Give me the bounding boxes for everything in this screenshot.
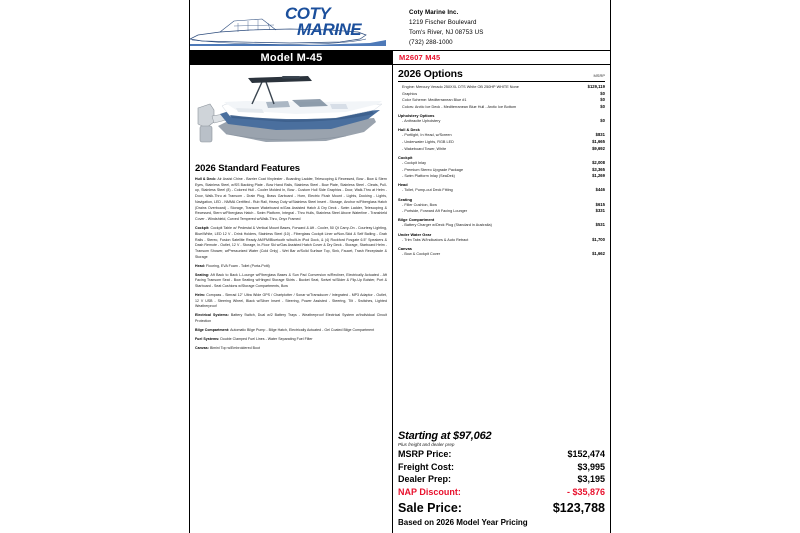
- model-code-bar: [393, 50, 610, 65]
- pricing-summary: [398, 430, 605, 533]
- price-row: [398, 461, 605, 474]
- option-price: $531: [595, 222, 605, 228]
- option-row: [398, 139, 605, 146]
- option-price: $1,700: [592, 236, 605, 242]
- option-label: - Trim Tabs W/Indicators & Auto Retract: [402, 237, 469, 242]
- option-price: $831: [595, 132, 605, 138]
- feature-section-label: Hull & Deck:: [195, 177, 217, 181]
- price-value: $152,474: [567, 448, 605, 459]
- option-label: - Portside, Forward Aft Facing Lounger: [402, 209, 468, 214]
- price-row: [398, 499, 605, 517]
- option-price: $129,119: [587, 84, 605, 89]
- title-bar-row: [190, 50, 610, 65]
- option-row: [398, 173, 605, 180]
- feature-section-label: Electrical Systems:: [195, 313, 229, 318]
- option-label: Engine: Mercury Verado 250XXL DTS White OB 250HP WHITE None: [402, 85, 519, 89]
- option-label: - Cockpit Inlay: [402, 160, 427, 165]
- option-price: $0: [600, 104, 605, 110]
- option-label: - Premium Stereo Upgrade Package: [402, 167, 464, 172]
- feature-section-text: Aft Back to Back L-Lounge w/Fiberglass Bases & Sun Pad Conversion w/Recliner, Electrically Actuated - Aft Facing Transom Seat - Bow Seating w/Hinged Storage Skirts - Bucket Seat, Swivel w/Slider & Flip-Up Bolster, Port & Starboard - Seat Cushions w/Storage Compartments, Bow: [195, 272, 387, 289]
- coty-marine-logo-icon: [190, 0, 393, 49]
- svg-text:COTY: COTY: [285, 4, 331, 23]
- price-row: [398, 448, 605, 461]
- feature-section-label: Head:: [195, 263, 205, 268]
- option-label: - Portlight, In Head, w/Screen: [402, 133, 452, 138]
- feature-section-text: Cockpit Table w/ Pedestal & Vertical Mount Bases, Forward & Aft - Cooler, 50 Qt Carry-On - Courtesy Lighting, Blue/White, LED 12 V - Drink Holders, Stainless Steel (10) - Fiberglass Cockpit Liner w/Non-Skid & Self Bailing - Grab Rails - Stereo, Fusion Satellite Ready AM/FM/Bluetooth w/built-in iPod Dock, & (4) Rockford Fosgate 6.5" Speakers & Dash Remote - Outlet, 12 V - Storage, In-Floor Ski w/Gas Assisted Hatch Cover & Dry Deck - Storage, Starboard Helm - Transom Shower, w/Pressurized Water (Cold Only) - Wet Bar w/Solid Surface Top, Sink, Faucet, Trash Receptacle & Storage: [195, 226, 387, 259]
- option-row: [398, 160, 605, 167]
- option-row: [398, 132, 605, 139]
- msrp-column-label: MSRP: [593, 73, 605, 78]
- option-label: Graphics: [402, 91, 418, 96]
- options-heading: 2026 Options: [398, 68, 463, 80]
- options-and-pricing-column: [393, 65, 610, 533]
- option-row: [398, 84, 605, 91]
- feature-section-text: Double Clamped Fuel Lines - Water Separating Fuel Filter: [219, 336, 313, 341]
- model-code: M2607 M45: [399, 53, 441, 62]
- option-label: - Swim Platform Inlay (SeaDek): [402, 174, 455, 179]
- option-row: [398, 237, 605, 244]
- option-price: $9,692: [592, 145, 605, 151]
- feature-section: [195, 264, 387, 270]
- feature-section: [195, 328, 387, 334]
- price-rows: [398, 448, 605, 517]
- option-group-heading: Head: [398, 182, 408, 188]
- option-price: $2,008: [592, 159, 605, 165]
- option-row: [398, 187, 605, 194]
- feature-section: [195, 313, 387, 324]
- feature-section: [195, 346, 387, 352]
- price-row: [398, 473, 605, 486]
- option-row: [398, 202, 605, 209]
- options-header: [398, 68, 605, 82]
- price-value: $3,195: [577, 474, 605, 485]
- dealer-name: Coty Marine Inc.: [409, 9, 459, 16]
- feature-section-label: Cockpit:: [195, 226, 210, 231]
- feature-section-label: Helm:: [195, 292, 205, 297]
- dealer-logo: [190, 0, 393, 50]
- standard-features-heading: 2026 Standard Features: [195, 163, 300, 174]
- price-label: MSRP Price:: [398, 448, 452, 459]
- option-row: [398, 118, 605, 125]
- spec-sheet-page: [189, 0, 611, 533]
- price-label: Freight Cost:: [398, 461, 454, 472]
- price-value: $123,788: [552, 500, 605, 515]
- option-row: [398, 222, 605, 229]
- option-label: - Wakeboard Tower, White: [402, 146, 447, 151]
- option-price: $1,662: [592, 250, 605, 256]
- option-label: - Filler Cushion, Bow: [402, 202, 438, 207]
- feature-section-text: Automatic Bilge Pump - Bilge Hatch, Electrically Actuated - Gel Coated Bilge Compartment: [229, 328, 375, 333]
- option-price: $1,665: [592, 139, 605, 145]
- option-group-heading: Canvas: [398, 245, 412, 251]
- price-label: NAP Discount:: [398, 487, 461, 498]
- content-columns: [190, 65, 610, 533]
- option-group-heading: Hull & Deck: [398, 127, 420, 133]
- price-label: Dealer Prep:: [398, 474, 452, 485]
- option-label: Colors: Arctic Ice Deck - Mediterranean Blue Hull - Arctic Ice Bottom: [402, 105, 517, 110]
- option-group-heading: Under Water Gear: [398, 231, 432, 237]
- option-group-heading: Upholstery Options: [398, 113, 435, 119]
- option-price: $331: [595, 208, 605, 214]
- feature-section-text: Battery Switch, Dual w/2 Battery Trays - Weatherproof Electrical System w/Individual Circuit Protection: [195, 313, 387, 324]
- option-row: [398, 208, 605, 215]
- option-label: - Anthracite Upholstery: [402, 119, 441, 124]
- option-label: - Battery Charger w/Deck Plug (Standard in Australia): [402, 223, 492, 228]
- plus-freight-note: Plus freight and dealer prep: [398, 441, 455, 447]
- option-row: [398, 97, 605, 104]
- option-label: Color Scheme: Mediterranean Blue #1: [402, 98, 467, 103]
- model-title: Model M-45: [190, 50, 393, 65]
- starting-price: Starting at $97,062: [398, 429, 492, 442]
- price-value: - $35,876: [566, 487, 605, 498]
- price-row: [398, 486, 605, 499]
- dealer-phone: (732) 288-1000: [409, 39, 453, 47]
- dealer-address: 1219 Fischer Boulevard: [409, 19, 477, 27]
- feature-section-label: Canvas:: [195, 345, 209, 350]
- option-row: [398, 146, 605, 153]
- feature-section: [195, 293, 387, 310]
- price-label: Sale Price:: [398, 500, 462, 515]
- option-label: - Underwater Lights, RGB LED: [402, 140, 454, 145]
- option-row: [398, 167, 605, 174]
- option-label: - Bow & Cockpit Cover: [402, 251, 441, 256]
- feature-section: [195, 177, 387, 223]
- option-price: $0: [600, 97, 605, 103]
- option-row: [398, 104, 605, 111]
- price-value: $3,995: [577, 461, 605, 472]
- based-on-note: Based on 2026 Model Year Pricing: [398, 518, 528, 527]
- option-group-heading: Seating: [398, 196, 413, 202]
- option-price: $0: [600, 90, 605, 96]
- boat-illustration-icon: [196, 70, 386, 160]
- standard-features-list: [195, 177, 387, 355]
- option-label: - Toilet, Pump-out Deck Fitting: [402, 188, 453, 193]
- option-price: $0: [600, 118, 605, 124]
- feature-section-text: Bimini Top w/Embroidered Boot: [208, 345, 260, 350]
- feature-section-label: Bilge Compartment:: [195, 328, 230, 333]
- feature-section-text: Air Assist Chine - Barrier Coat Vinylester - Boarding Ladder, Telescoping & Recessed, Bow - Bow & Stern Eyes, Stainless Steel, w/SS Backing Plate - Bow Hand Rails, Stainless Steel - Bow Plate, Stainless Steel - Cleats, Pull-up, Stainless Steel (8) - Colored Hull - Cooler Molded In, Bow - Custom Hull Side Graphics - Door, Walk-Thru at Helm - Door, Walk-Thru at Transom - Drain Plug, Brass Garboard - Horn, Electric Flush Mount - Lights, Docking - Lights, Navigation, LED - NMMA Certified - Rub Rail, Heavy Duty w/Stainless Steel Insert - Storage, Anchor w/Fiberglass Hatch (Drains Overboard) - Storage, Transom Wakeboard w/Gas Assisted Hatch & Dry Deck - Swim Ladder, Telescoping & Recessed, Stern w/Fiberglass Hatch - Swim Platform, Integral - Thru Hulls, Stainless Steel Above Waterline - Transhield Cover - Windshield, Curved Tempered w/Walk-Thru, Onyx Framed: [195, 177, 387, 222]
- standard-features-column: [190, 65, 393, 533]
- page-header: [190, 0, 610, 50]
- feature-section: [195, 226, 387, 260]
- feature-section: [195, 337, 387, 343]
- option-row: [398, 91, 605, 98]
- options-list: [398, 84, 605, 430]
- boat-profile-image: [195, 69, 387, 161]
- option-price: $3,365: [592, 166, 605, 172]
- svg-text:MARINE: MARINE: [297, 20, 362, 39]
- feature-section: [195, 273, 387, 290]
- feature-section-text: Compass - Simrad 12" Ultra Wide GPS / Chartplotter / Sonar w/Transducer / Integrated - MP3 Adaptor - Outlet, 12 V USB - Steering Wheel, Black w/Silver Insert - Steering, Power Assisted - Steering, Tilt - Switches, Lighted Weatherproof: [195, 292, 387, 309]
- option-price: $446: [595, 187, 605, 193]
- dealer-city-state: Tom's River, NJ 08753 US: [409, 29, 484, 37]
- option-row: [398, 251, 605, 258]
- option-price: $1,269: [592, 173, 605, 179]
- feature-section-label: Seating:: [195, 272, 210, 277]
- option-group-heading: Bilge Compartment: [398, 217, 435, 223]
- dealer-info: [393, 0, 610, 50]
- option-price: $615: [595, 201, 605, 207]
- feature-section-label: Fuel Systems:: [195, 336, 220, 341]
- feature-section-text: Flooring, EVA Foam - Toilet (Porta-Potti): [204, 263, 270, 268]
- option-group-heading: Cockpit: [398, 154, 413, 160]
